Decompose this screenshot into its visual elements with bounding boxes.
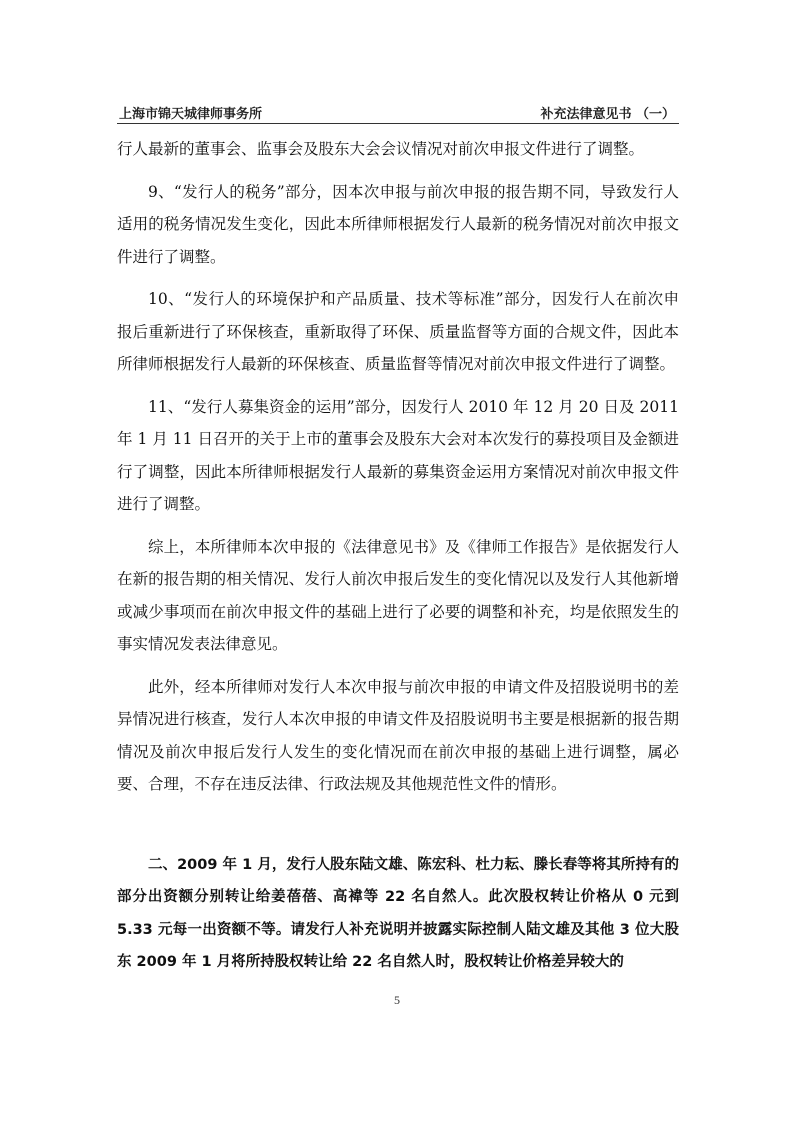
header-document-title: 补充法律意见书 （一） <box>540 107 675 122</box>
paragraph-item-11: 11、“发行人募集资金的运用”部分，因发行人 2010 年 12 月 20 日及 2011 年 1 月 11 日召开的关于上市的董事会及股东大会对本次发行的募投项目及金额进行了调整，因此本所律师根据发行人最新的募集资金运用方案情况对前次申报文件进行了调整。 <box>117 397 679 513</box>
page-number: 5 <box>394 993 400 1007</box>
section-gap <box>117 811 679 849</box>
paragraph-item-9: 9、“发行人的税务”部分，因本次申报与前次申报的报告期不同，导致发行人适用的税务情况发生变化，因此本所律师根据发行人最新的税务情况对前次申报文件进行了调整。 <box>117 182 679 266</box>
document-body <box>117 133 679 989</box>
question-two: 二、2009 年 1 月，发行人股东陆文雄、陈宏科、杜力耘、滕长春等将其所持有的部分出资额分别转让给姜蓓蓓、高褘等 22 名自然人。此次股权转让价格从 0 元到 5.33 元每一出资额不等。请发行人补充说明并披露实际控制人陆文雄及其他 3 位大股东 2009 年 1 月将所持股权转让给 22 名自然人时，股权转让价格差异较大的 <box>117 856 679 970</box>
paragraph-additional: 此外，经本所律师对发行人本次申报与前次申报的申请文件及招股说明书的差异情况进行核查，发行人本次申报的申请文件及招股说明书主要是根据新的报告期情况及前次申报后发行人发生的变化情况而在前次申报的基础上进行调整，属必要、合理，不存在违反法律、行政法规及其他规范性文件的情形。 <box>117 677 679 793</box>
paragraph-item-10: 10、“发行人的环境保护和产品质量、技术等标准”部分，因发行人在前次申报后重新进行了环保核查，重新取得了环保、质量监督等方面的合规文件，因此本所律师根据发行人最新的环保核查、质量监督等情况对前次申报文件进行了调整。 <box>117 290 679 373</box>
paragraph-summary: 综上，本所律师本次申报的《法律意见书》及《律师工作报告》是依据发行人在新的报告期的相关情况、发行人前次申报后发生的变化情况以及发行人其他新增或减少事项而在前次申报文件的基础上进行了必要的调整和补充，均是依照发生的事实情况发表法律意见。 <box>117 537 679 653</box>
header-firm-name: 上海市锦天城律师事务所 <box>119 107 263 122</box>
paragraph-continuation: 行人最新的董事会、监事会及股东大会会议情况对前次申报文件进行了调整。 <box>117 140 645 158</box>
page-header <box>117 101 679 124</box>
